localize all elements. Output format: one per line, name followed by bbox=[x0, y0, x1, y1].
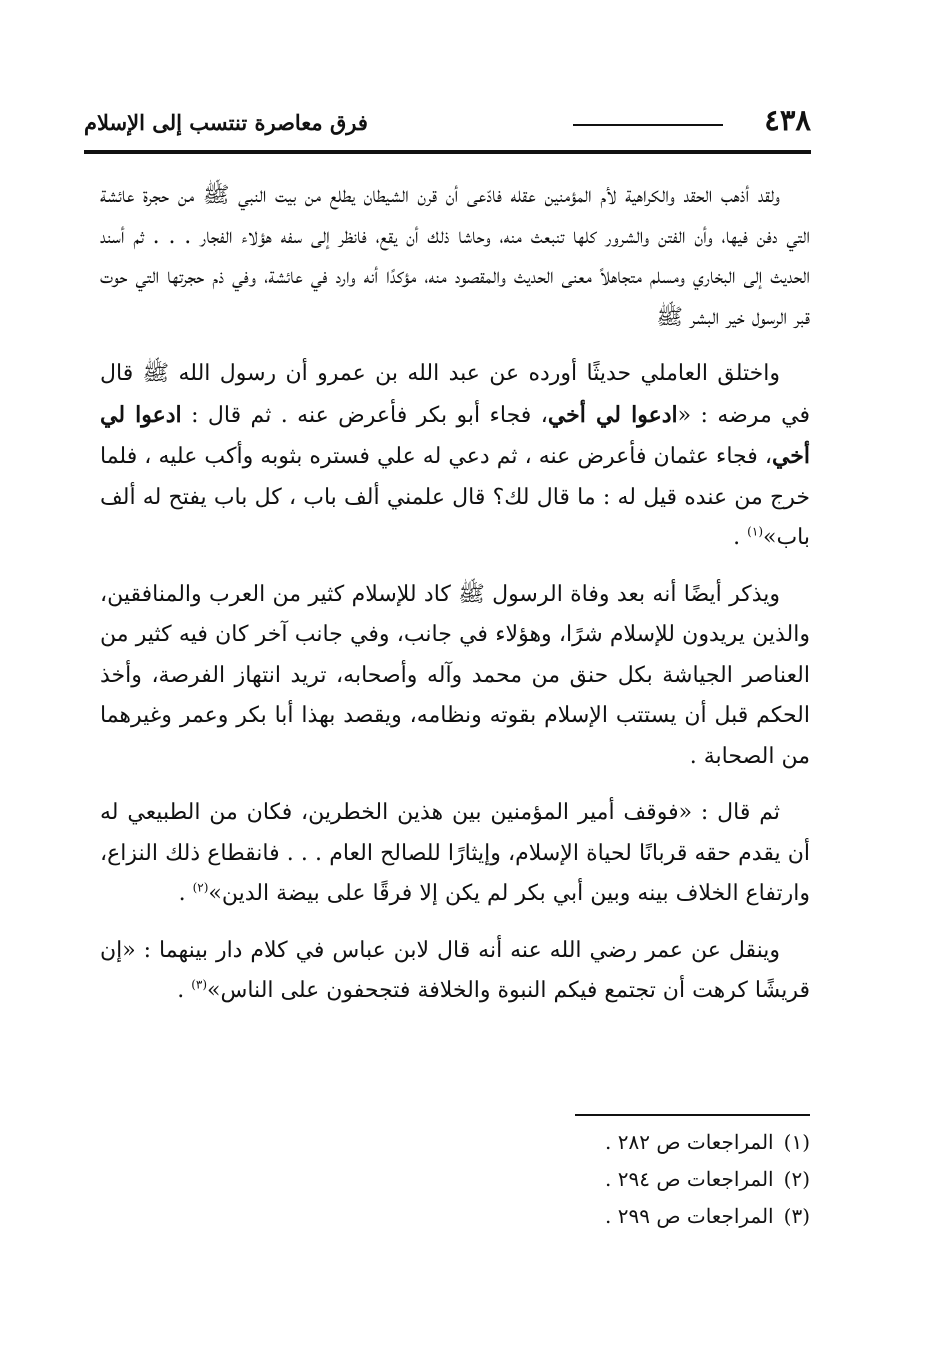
footnote-text: المراجعات ص ٢٩٤ . bbox=[605, 1167, 774, 1191]
footnote-text: المراجعات ص ٢٨٢ . bbox=[605, 1130, 774, 1154]
running-title: فرق معاصرة تنتسب إلى الإسلام bbox=[84, 110, 368, 135]
header-rule bbox=[84, 150, 811, 154]
paragraph: ولقد أذهب الحقد والكراهية لأم المؤمنين عقله فادّعى أن قرن الشيطان يطلع من بيت النبي ﷺ من حجرة عائشة التي دفن فيها، وأن الفتن والشرور كلها تنبعث منه، وحاشا ذلك أن يقع، فانظر إلى سفه هؤلاء الفجار . . . ثم أسند الحديث إلى البخاري ومسلم متجاهلاً معنى الحديث والمقصود منه، مؤكدًا أنه وارد في عائشة، وفي ذم حجرتها التي حوت قبر الرسول خير البشر ﷺ bbox=[100, 183, 810, 330]
footnotes bbox=[400, 1124, 810, 1235]
paragraph: ثم قال : «فوقف أمير المؤمنين بين هذين الخطرين، فكان من الطبيعي له أن يقدم حقه قربانًا لحياة الإسلام، وإيثارًا للصالح العام . . . فانقطاع ذلك النزاع، وارتفاع الخلاف بينه وبين أبي بكر لم يكن إلا فرقًا على بيضة الدين»$^{(٢)}$ . bbox=[100, 800, 810, 906]
footnote-ref: (٣) bbox=[191, 977, 208, 992]
header-short-rule bbox=[573, 124, 723, 126]
paragraph: واختلق العاملي حديثًا أورده عن عبد الله بن عمرو أن رسول الله ﷺ قال في مرضه : «ادعوا لي أخي، فجاء أبو بكر فأعرض عنه . ثم قال : ادعوا لي أخي، فجاء عثمان فأعرض عنه ، ثم دعي له علي فستره بثوبه وأكب عليه ، فلما خرج من عنده قيل له : ما قال لك؟ قال علمني ألف باب ، كل باب يفتح له ألف باب»$^{(١)}$ . bbox=[100, 361, 811, 550]
footnote-item bbox=[400, 1124, 810, 1161]
footnote-ref: (٢) bbox=[192, 880, 209, 895]
page-number: ٤٣٨ bbox=[764, 103, 811, 137]
footnote-text: المراجعات ص ٢٩٩ . bbox=[605, 1204, 774, 1228]
footnote-separator bbox=[575, 1114, 810, 1116]
hadith-quote: ادعوا لي أخي bbox=[547, 401, 678, 428]
hadith-quote: ادعوا لي أخي bbox=[100, 401, 810, 469]
footnote-number: (١) bbox=[783, 1130, 810, 1154]
footnote-item bbox=[400, 1198, 810, 1235]
paragraph: وينقل عن عمر رضي الله عنه أنه قال لابن عباس في كلام دار بينهما : «إن قريشًا كرهت أن تجتمع فيكم النبوة والخلافة فتجحفون على الناس»$^{(٣)}$ . bbox=[100, 937, 810, 1003]
footnote-item bbox=[400, 1161, 810, 1198]
page-header bbox=[84, 98, 811, 154]
main-text bbox=[100, 176, 810, 1028]
paragraph: ويذكر أيضًا أنه بعد وفاة الرسول ﷺ كاد للإسلام كثير من العرب والمنافقين، والذين يريدون للإسلام شرًا، وهؤلاء في جانب، وفي جانب آخر كان فيه كثير من العناصر الجياشة بكل حنق من محمد وآله وأصحابه، تريد انتهاز الفرصة، وأخذ الحكم قبل أن يستتب الإسلام بقوته ونظامه، ويقصد بهذا أبا بكر وعمر وغيرهما من الصحابة . bbox=[100, 581, 810, 769]
footnote-number: (٣) bbox=[783, 1204, 810, 1228]
footnote-ref: (١) bbox=[747, 524, 763, 539]
footnote-number: (٢) bbox=[783, 1167, 810, 1191]
